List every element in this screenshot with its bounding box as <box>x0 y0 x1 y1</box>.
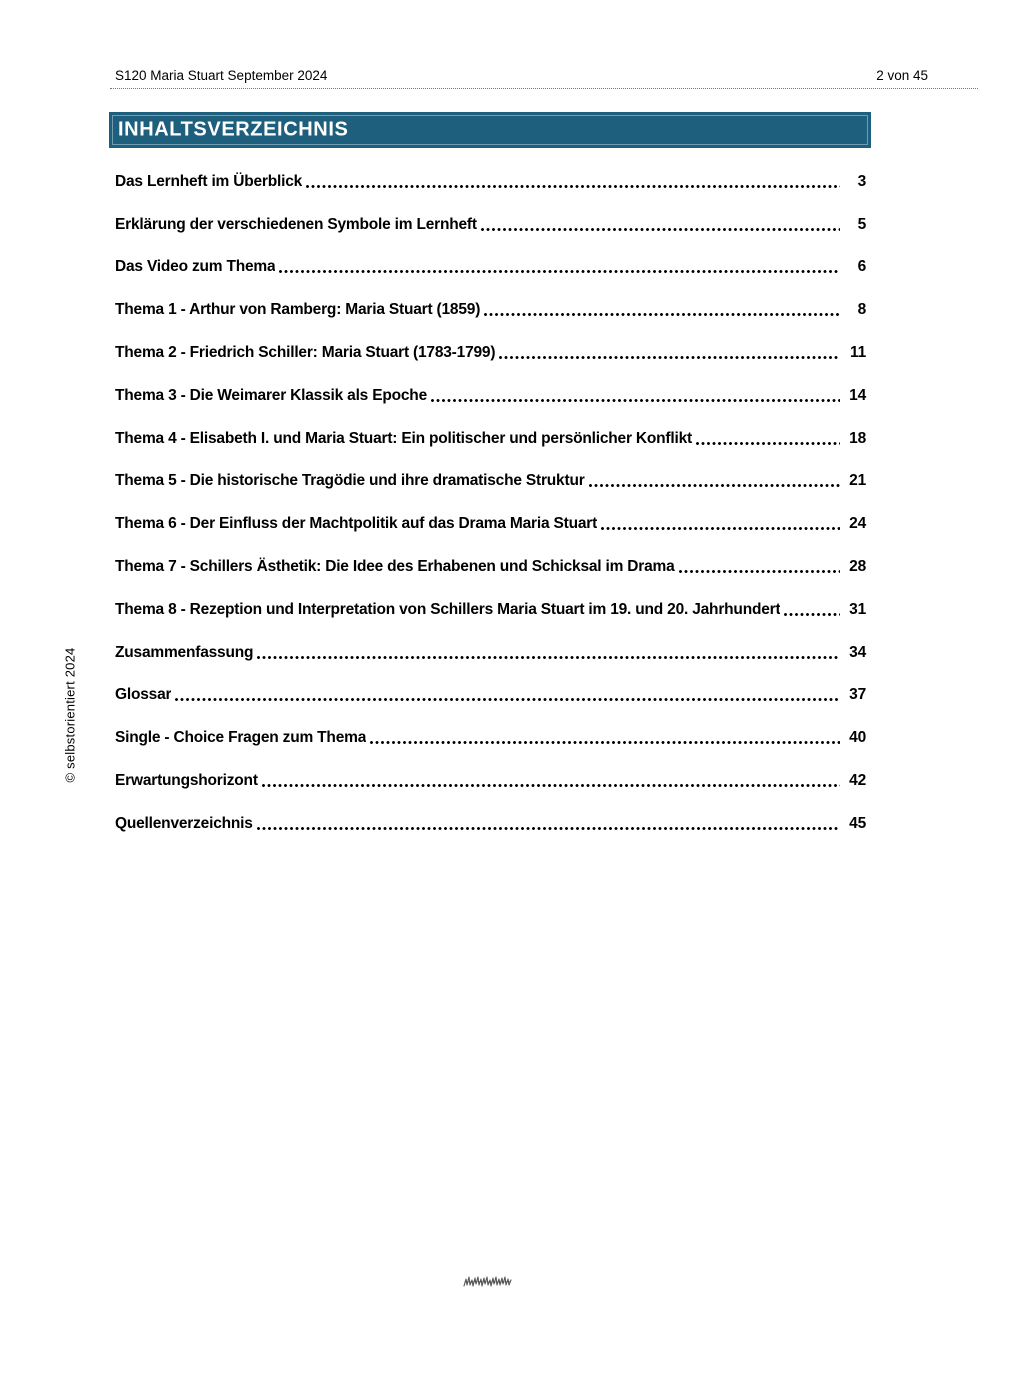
toc-entry-title: Glossar <box>115 686 172 704</box>
toc-entry-title: Quellenverzeichnis <box>115 814 253 832</box>
toc-entry-page: 37 <box>849 686 866 704</box>
dot-leader <box>499 320 840 363</box>
toc-entry-page: 11 <box>850 343 866 361</box>
dot-leader <box>679 534 840 577</box>
toc-entry-page: 8 <box>857 301 866 319</box>
toc-entry[interactable] <box>115 791 866 834</box>
toc-entry-title: Thema 3 - Die Weimarer Klassik als Epoche <box>115 386 427 404</box>
header-title: S120 Maria Stuart September 2024 <box>115 68 328 83</box>
toc-entry[interactable] <box>115 277 866 320</box>
toc-entry-title: Thema 7 - Schillers Ästhetik: Die Idee des Erhabenen und Schicksal im Drama <box>115 557 675 575</box>
toc-entry-title: Thema 6 - Der Einfluss der Machtpolitik auf das Drama Maria Stuart <box>115 515 598 533</box>
toc-entry[interactable] <box>115 235 866 278</box>
dot-leader <box>262 748 840 791</box>
toc-entry[interactable] <box>115 491 866 534</box>
toc-entry-page: 34 <box>849 643 866 661</box>
toc-entry-page: 5 <box>857 215 866 233</box>
toc-entry[interactable] <box>115 149 866 192</box>
toc-entry[interactable] <box>115 363 866 406</box>
toc-entry-page: 18 <box>849 429 866 447</box>
dot-leader <box>484 277 840 320</box>
dot-leader <box>370 705 840 748</box>
dot-leader <box>481 192 840 235</box>
toc-entry-title: Thema 4 - Elisabeth I. und Maria Stuart: Ein politischer und persönlicher Konflikt <box>115 429 692 447</box>
toc-entry-title: Thema 8 - Rezeption und Interpretation von Schillers Maria Stuart im 19. und 20. Jahrhundert <box>115 600 781 618</box>
table-of-contents <box>115 149 866 834</box>
toc-entry-title: Erklärung der verschiedenen Symbole im Lernheft <box>115 215 477 233</box>
dot-leader <box>257 620 840 663</box>
toc-entry-page: 24 <box>849 515 866 533</box>
toc-entry-page: 21 <box>849 472 866 490</box>
toc-entry-title: Das Video zum Thema <box>115 258 276 276</box>
dot-leader <box>431 363 840 406</box>
toc-entry-page: 14 <box>849 386 866 404</box>
dot-leader <box>257 791 840 834</box>
toc-heading-banner <box>109 112 871 148</box>
toc-entry-title: Zusammenfassung <box>115 643 254 661</box>
dot-leader <box>306 149 840 192</box>
toc-entry[interactable] <box>115 192 866 235</box>
dot-leader <box>175 663 840 706</box>
toc-entry[interactable] <box>115 406 866 449</box>
toc-entry-title: Das Lernheft im Überblick <box>115 172 303 190</box>
toc-entry[interactable] <box>115 534 866 577</box>
dot-leader <box>589 449 840 492</box>
toc-entry[interactable] <box>115 705 866 748</box>
dot-leader <box>696 406 840 449</box>
toc-entry[interactable] <box>115 320 866 363</box>
toc-entry-title: Thema 2 - Friedrich Schiller: Maria Stuart (1783-1799) <box>115 343 496 361</box>
toc-entry[interactable] <box>115 577 866 620</box>
page-header <box>110 68 978 89</box>
toc-entry-title: Thema 5 - Die historische Tragödie und ihre dramatische Struktur <box>115 472 585 490</box>
toc-entry-page: 28 <box>849 557 866 575</box>
signature-scribble-icon <box>462 1273 514 1291</box>
copyright-credit: © selbstorientiert 2024 <box>62 647 78 783</box>
toc-entry-title: Erwartungshorizont <box>115 771 258 789</box>
toc-entry[interactable] <box>115 663 866 706</box>
toc-entry[interactable] <box>115 449 866 492</box>
header-page-indicator: 2 von 45 <box>876 68 928 83</box>
toc-heading-title: INHALTSVERZEICHNIS <box>118 118 349 141</box>
toc-entry-page: 42 <box>849 771 866 789</box>
toc-entry[interactable] <box>115 748 866 791</box>
toc-entry-page: 3 <box>857 172 866 190</box>
toc-entry-page: 40 <box>849 729 866 747</box>
dot-leader <box>279 235 840 278</box>
toc-entry-page: 6 <box>857 258 866 276</box>
toc-entry-title: Single - Choice Fragen zum Thema <box>115 729 367 747</box>
dot-leader <box>601 491 840 534</box>
toc-entry-page: 31 <box>849 600 866 618</box>
toc-entry-page: 45 <box>849 814 866 832</box>
dot-leader <box>784 577 840 620</box>
toc-entry-title: Thema 1 - Arthur von Ramberg: Maria Stuart (1859) <box>115 301 481 319</box>
toc-entry[interactable] <box>115 620 866 663</box>
